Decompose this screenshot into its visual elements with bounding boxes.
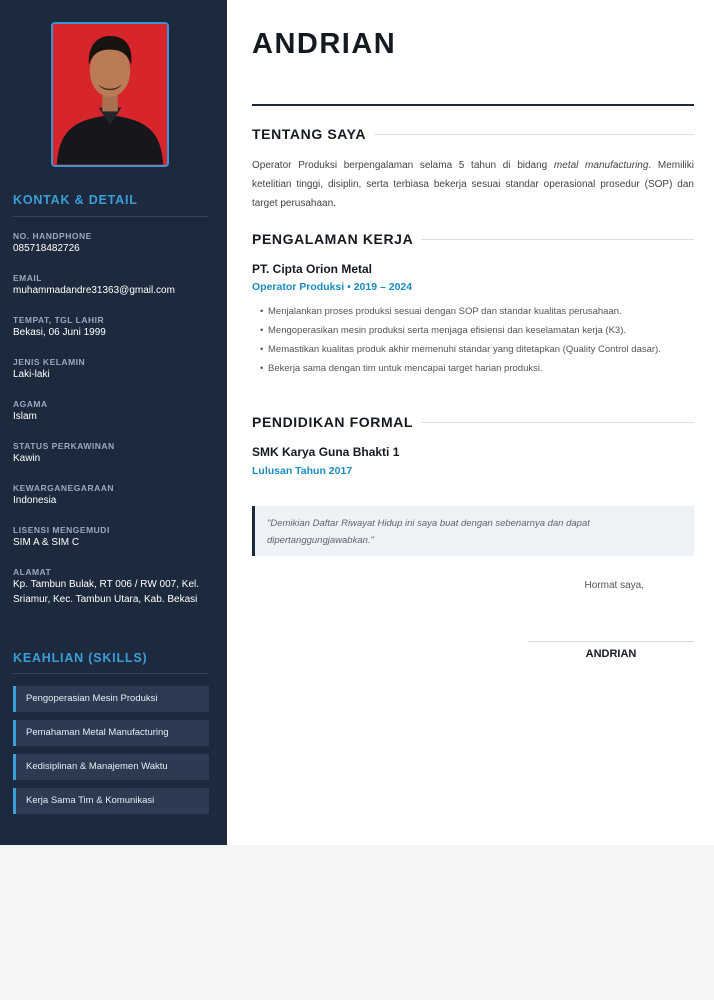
contact-item bbox=[13, 356, 213, 382]
closing-text: Hormat saya, bbox=[584, 580, 644, 591]
skill-item: Pengoperasian Mesin Produksi bbox=[13, 686, 209, 712]
declaration-quote: "Demikian Daftar Riwayat Hidup ini saya buat dengan sebenarnya dan dapat dipertanggungjawabkan." bbox=[252, 506, 694, 556]
skills-section-title: KEAHLIAN (SKILLS) bbox=[13, 651, 148, 665]
contact-value: 085718482726 bbox=[13, 243, 80, 254]
contact-label: STATUS PERKAWINAN bbox=[13, 441, 115, 451]
about-text-end: . Memiliki ketelitian tinggi, disiplin, serta terbiasa bekerja sesuai standar operasional prosedur (SOP) dan target perusahaan. bbox=[252, 160, 694, 209]
contact-label: EMAIL bbox=[13, 273, 42, 283]
list-item: • Bekerja sama dengan tim untuk mencapai target harian produksi. bbox=[260, 360, 694, 377]
contact-label: ALAMAT bbox=[13, 567, 52, 577]
contact-value: Bekasi, 06 Juni 1999 bbox=[13, 327, 106, 338]
contact-item bbox=[13, 566, 213, 607]
skill-item: Kerja Sama Tim & Komunikasi bbox=[13, 788, 209, 814]
full-name: ANDRIAN bbox=[252, 28, 397, 60]
contact-section-title: KONTAK & DETAIL bbox=[13, 193, 138, 207]
contact-label: KEWARGANEGARAAN bbox=[13, 483, 114, 493]
job-duties-list bbox=[260, 303, 694, 379]
list-item: • Memastikan kualitas produk akhir memenuhi standar yang ditetapkan (Quality Control dasar). bbox=[260, 341, 694, 358]
skill-item: Kedisiplinan & Manajemen Waktu bbox=[13, 754, 209, 780]
list-item: • Menjalankan proses produksi sesuai dengan SOP dan standar kualitas perusahaan. bbox=[260, 303, 694, 320]
contact-divider bbox=[13, 216, 208, 217]
profile-photo bbox=[51, 22, 169, 167]
contact-label: AGAMA bbox=[13, 399, 48, 409]
contact-value: Indonesia bbox=[13, 495, 57, 506]
experience-section-title: PENGALAMAN KERJA bbox=[252, 230, 421, 248]
contact-value: Kp. Tambun Bulak, RT 006 / RW 007, Kel. Sriamur, Kec. Tambun Utara, Kab. Bekasi bbox=[13, 579, 200, 605]
skills-divider bbox=[13, 673, 208, 674]
signature-name: ANDRIAN bbox=[585, 648, 637, 660]
contact-value: SIM A & SIM C bbox=[13, 537, 80, 548]
job-role: Operator Produksi • 2019 – 2024 bbox=[252, 281, 413, 293]
contact-item bbox=[13, 272, 213, 298]
about-text-emphasis: metal manufacturing bbox=[553, 160, 649, 171]
person-portrait-icon bbox=[53, 24, 167, 165]
contact-label: LISENSI MENGEMUDI bbox=[13, 525, 110, 535]
skill-item: Pemahaman Metal Manufacturing bbox=[13, 720, 209, 746]
contact-label: JENIS KELAMIN bbox=[13, 357, 86, 367]
list-item: • Mengoperasikan mesin produksi serta menjaga efisiensi dan keselamatan kerja (K3). bbox=[260, 322, 694, 339]
about-section-title: TENTANG SAYA bbox=[252, 125, 374, 143]
contact-value: Islam bbox=[13, 411, 37, 422]
skills-list bbox=[13, 686, 209, 822]
contact-item bbox=[13, 314, 213, 340]
graduation-year: Lulusan Tahun 2017 bbox=[252, 465, 353, 477]
about-section-header bbox=[252, 125, 694, 143]
contact-item bbox=[13, 440, 213, 466]
job-company: PT. Cipta Orion Metal bbox=[252, 262, 373, 276]
sidebar bbox=[0, 0, 227, 845]
education-section-title: PENDIDIKAN FORMAL bbox=[252, 413, 421, 431]
contact-item bbox=[13, 482, 213, 508]
contact-item bbox=[13, 524, 213, 550]
contact-label: NO. HANDPHONE bbox=[13, 231, 92, 241]
contact-label: TEMPAT, TGL LAHIR bbox=[13, 315, 105, 325]
school-name: SMK Karya Guna Bhakti 1 bbox=[252, 445, 400, 459]
about-text-start: Operator Produksi berpengalaman selama 5 tahun di bidang bbox=[252, 160, 554, 171]
signature-line bbox=[528, 641, 694, 642]
contact-value: Kawin bbox=[13, 453, 41, 464]
contact-item bbox=[13, 398, 213, 424]
education-section-header bbox=[252, 413, 694, 431]
contact-value: Laki-laki bbox=[13, 369, 50, 380]
experience-section-header bbox=[252, 230, 694, 248]
contact-item bbox=[13, 230, 213, 256]
about-text bbox=[252, 156, 694, 213]
name-divider bbox=[252, 104, 694, 106]
contact-value: muhammadandre31363@gmail.com bbox=[13, 285, 175, 296]
contact-list bbox=[13, 230, 213, 623]
